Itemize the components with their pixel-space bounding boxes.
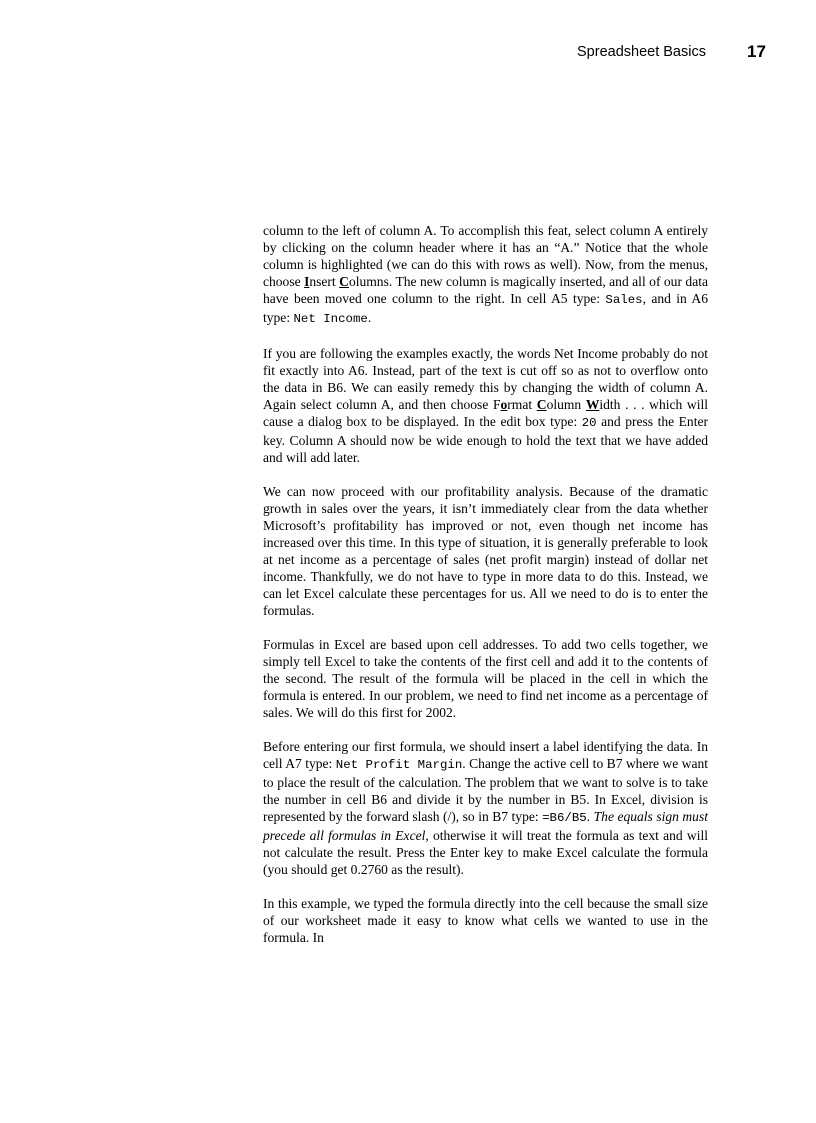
text-run: , and in A6 type:: [263, 291, 708, 325]
menu-accelerator: C: [536, 397, 547, 412]
text-run: Before entering our first formula, we should insert a label identifying the data. In cell A7 type:: [263, 739, 708, 771]
text-run: which will cause a dialog box to be displayed. In the edit box type:: [263, 397, 708, 429]
paragraph-formulas: Formulas in Excel are based upon cell addresses. To add two cells together, we simply tell Excel to take the contents of the first cell and add it to the contents of the second. The result of the formula will be placed in the cell in which the formula is entered. In our problem, we need to find net income as a percentage of sales. We will do this first for 2002.: [263, 637, 708, 720]
text-run: , otherwise it will treat the formula as text and will not calculate the result. Press the Enter key to make Excel calculate the formula (you should get 0.2760 as the result).: [263, 828, 708, 877]
paragraph-insert-column: [263, 222, 708, 328]
emphasis-text: The equals sign must precede all formulas in Excel: [263, 809, 708, 843]
text-run: . Change the active cell to B7 where we want to place the result of the calculation. The problem that we want to solve is to take the number in cell B6 and divide it by the number in B5. In Excel, division is represented by the forward slash (/), so in B7 type:: [263, 756, 709, 824]
menu-text: idth . . .: [599, 397, 650, 412]
code-text: Net Profit Margin: [335, 758, 463, 772]
code-text: Net Income: [293, 312, 368, 326]
paragraph-direct-entry: In this example, we typed the formula directly into the cell because the small size of our worksheet made it easy to know what cells we wanted to use in the formula. In: [263, 896, 708, 945]
text-run: If you are following the examples exactly, the words Net Income probably do not fit exactly into A6. Instead, part of the text is cut off so as not to overflow onto the data in B6. We can easily remedy this by changing the width of column A. Again select column A, and then choose F: [263, 346, 708, 412]
menu-text: olumn: [546, 397, 586, 412]
paragraph-profitability: We can now proceed with our profitability analysis. Because of the dramatic growth in sales over the years, it isn’t immediately clear from the data whether Microsoft’s profitability has improved or not, even though net income has increased over this time. In this type of situation, it is generally preferable to look at net income as a percentage of sales (net profit margin) instead of dollar net income. Thankfully, we do not have to type in more data to do this. Instead, we can let Excel calculate these percentages for us. All we need to do is to enter the formulas.: [263, 484, 708, 618]
body-text: [263, 222, 708, 963]
paragraph-column-width: [263, 345, 708, 466]
code-text: 20: [581, 416, 597, 430]
page-number: 17: [747, 42, 766, 61]
page-header: [0, 42, 816, 64]
code-text: =B6/B5: [542, 811, 587, 825]
menu-text: rmat: [507, 397, 537, 412]
running-title: Spreadsheet Basics: [577, 44, 706, 60]
menu-text: olumns.: [348, 274, 393, 289]
menu-accelerator: C: [339, 274, 349, 289]
text-run: column to the left of column A. To accomplish this feat, select column A entirely by clicking on the column header where it has an “A.” Notice that the whole column is highlighted (we can do this with rows as well). Now, from the menus, choose: [263, 223, 708, 289]
text-run: .: [367, 310, 372, 325]
text-run: The new column is magically inserted, and all of our data have been moved one column to the right. In cell A5 type:: [263, 274, 708, 306]
text-run: and press the Enter key. Column A should now be wide enough to hold the text that we have added and will add later.: [263, 414, 708, 465]
menu-accelerator: I: [304, 274, 310, 289]
paragraph-first-formula: [263, 738, 708, 878]
menu-text: nsert: [309, 274, 340, 289]
text-run: .: [586, 809, 594, 824]
menu-accelerator: W: [585, 397, 600, 412]
code-text: Sales: [605, 293, 643, 307]
menu-accelerator: o: [500, 397, 508, 412]
